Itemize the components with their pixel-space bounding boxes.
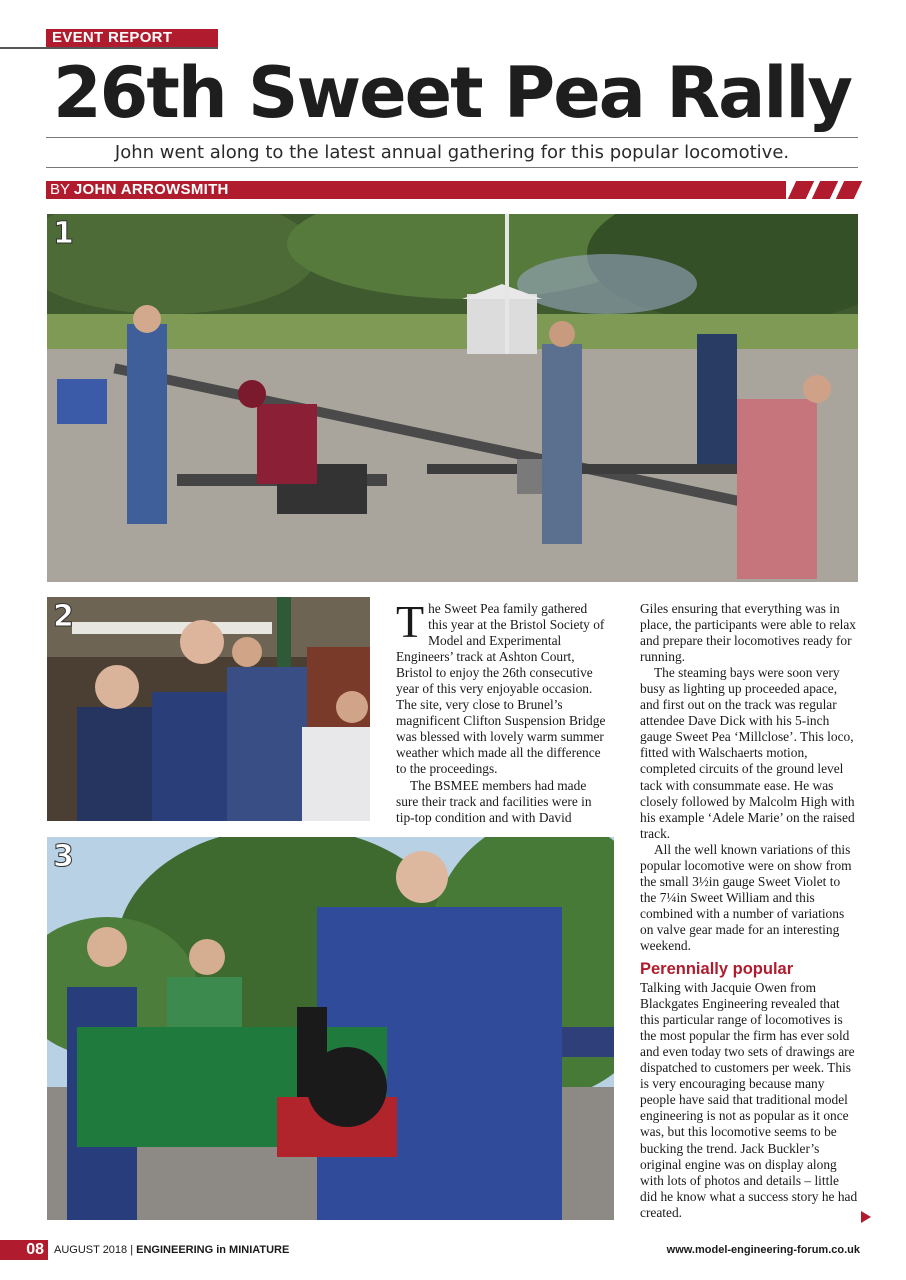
- subhead: Perennially popular: [640, 960, 794, 979]
- section-tag: EVENT REPORT: [46, 29, 218, 47]
- paragraph-4: The steaming bays were soon very busy as lighting up proceeded apace, and first out on the track was regular attendee Dave Dick with his 5-inch gauge Sweet Pea ‘Millclose’. This loco, fitted with Walschaerts motion, completed circuits of the ground level tack with consummate ease. He was closely followed by Malcolm High with his example ‘Adele Marie’ on the raised track.: [640, 665, 855, 841]
- byline-slash-decoration: [812, 181, 838, 199]
- divider-bottom: [46, 167, 858, 168]
- footer-website: www.model-engineering-forum.co.uk: [666, 1244, 860, 1256]
- divider-top: [46, 137, 858, 138]
- continue-arrow-icon: [861, 1211, 871, 1223]
- footer-issue: [54, 1243, 289, 1257]
- page-number: 08: [0, 1240, 48, 1260]
- photo-1-number: 1: [53, 216, 74, 251]
- photo-3-image: [47, 837, 614, 1220]
- drop-cap: T: [396, 596, 425, 647]
- byline-slash-decoration: [788, 181, 814, 199]
- byline: [46, 181, 786, 199]
- paragraph-5: All the well known variations of this popular locomotive were on show from the small 3½in gauge Sweet Violet to the 7¼in Sweet William and this combined with a number of variations on valve gear made for an interesting weekend.: [640, 841, 852, 953]
- issue-date: AUGUST 2018 |: [54, 1244, 137, 1256]
- photo-2: [47, 597, 370, 821]
- magazine-name: ENGINEERING in MINIATURE: [136, 1244, 290, 1256]
- byline-author: JOHN ARROWSMITH: [73, 181, 229, 198]
- article-title: 26th Sweet Pea Rally: [52, 52, 852, 134]
- paragraph-3: Giles ensuring that everything was in place, the participants were able to relax and prepare their locomotives ready for running.: [640, 601, 857, 665]
- photo-1: [47, 214, 858, 582]
- photo-3: [47, 837, 614, 1220]
- text-column-1: [396, 596, 609, 826]
- text-column-2: [640, 601, 858, 1221]
- paragraph-1: The Sweet Pea family gathered this year at the Bristol Society of Model and Experimental Engineers’ track at Ashton Court, Bristol to enjoy the 26th consecutive year of this very enjoyable occasion. The site, very close to Brunel’s magnificent Clifton Suspension Bridge was blessed with lovely warm summer weather which made all the difference to the proceedings.: [396, 596, 606, 777]
- byline-slash-decoration: [836, 181, 862, 199]
- photo-3-number: 3: [53, 839, 74, 874]
- photo-2-image: [47, 597, 370, 821]
- byline-prefix: BY: [50, 181, 74, 198]
- photo-1-image: [47, 214, 858, 582]
- standfirst: John went along to the latest annual gathering for this popular locomotive.: [114, 142, 790, 163]
- photo-2-number: 2: [53, 599, 74, 634]
- paragraph-2: The BSMEE members had made sure their track and facilities were in tip-top condition and with David: [396, 777, 592, 825]
- paragraph-6: Talking with Jacquie Owen from Blackgates Engineering revealed that this particular range of locomotives is the most popular the firm has ever sold and even today two sets of drawings are dispatched to customers per week. This is very encouraging because many people have said that traditional model engineering is not as popular as it once was, but this locomotive seems to be bucking the trend. Jack Buckler’s original engine was on display along with lots of photos and details – little did he know what a success story he had created.: [640, 980, 858, 1220]
- top-rule: [0, 47, 218, 49]
